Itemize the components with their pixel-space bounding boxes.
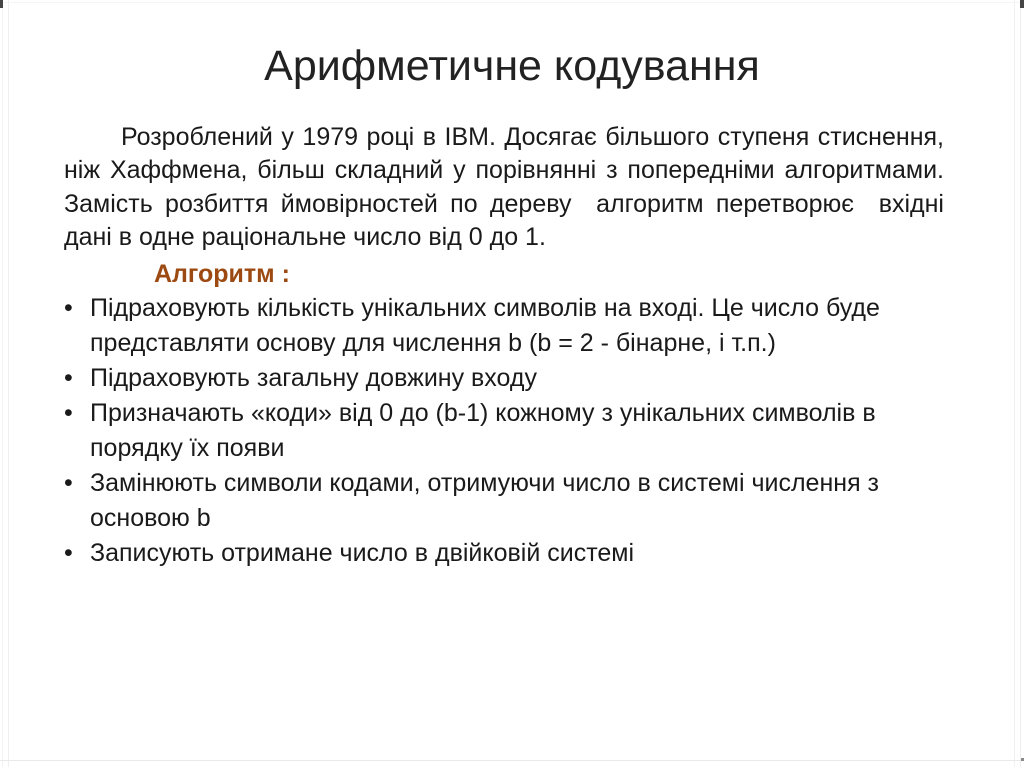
list-item bbox=[64, 396, 963, 466]
list-item-text: Записують отримане число в двійковій системі bbox=[90, 538, 635, 567]
bullet-list bbox=[64, 291, 963, 571]
bullet-icon: • bbox=[64, 468, 73, 497]
page-title: Арифметичне кодування bbox=[264, 42, 760, 90]
slide-edge-right-outer bbox=[1020, 0, 1021, 767]
slide-edge-left-inner bbox=[8, 0, 9, 767]
list-item-text: Призначають «коди» від 0 до (b-1) кожному з унікальних символів в порядку їх появи bbox=[90, 398, 876, 462]
body-paragraph: Розроблений у 1979 році в IBM. Досягає більшого ступеня стиснення, ніж Хаффмена, більш складний у порівнянні з попередніми алгоритмами. Замість розбиття ймовірностей по дереву алгоритм перетворює вхідні дані в одне раціональне число від 0 до 1. bbox=[64, 123, 951, 252]
slide-edge-right-inner bbox=[1014, 0, 1015, 767]
list-item-text: Підраховують загальну довжину входу bbox=[90, 363, 537, 392]
slide-edge-left-outer bbox=[2, 0, 3, 767]
list-item bbox=[64, 291, 963, 361]
corner-mark-top-right bbox=[1020, 0, 1024, 8]
bullet-icon: • bbox=[64, 398, 73, 427]
corner-mark-top-left bbox=[0, 0, 3, 8]
list-item bbox=[64, 361, 963, 396]
slide-body bbox=[64, 121, 963, 571]
bullet-icon: • bbox=[64, 363, 73, 392]
slide-edge-bottom bbox=[0, 760, 1024, 761]
bullet-icon: • bbox=[64, 538, 73, 567]
slide-edge-top bbox=[0, 2, 1024, 3]
list-item-text: Замінюють символи кодами, отримуючи число в системі числення з основою b bbox=[90, 468, 880, 532]
list-item bbox=[64, 536, 963, 571]
list-item-text: Підраховують кількість унікальних символів на вході. Це число буде представляти основу для числення b (b = 2 - бінарне, і т.п.) bbox=[90, 293, 880, 357]
algorithm-subheading: Алгоритм : bbox=[154, 259, 290, 288]
list-item bbox=[64, 466, 963, 536]
bullet-icon: • bbox=[64, 293, 73, 322]
